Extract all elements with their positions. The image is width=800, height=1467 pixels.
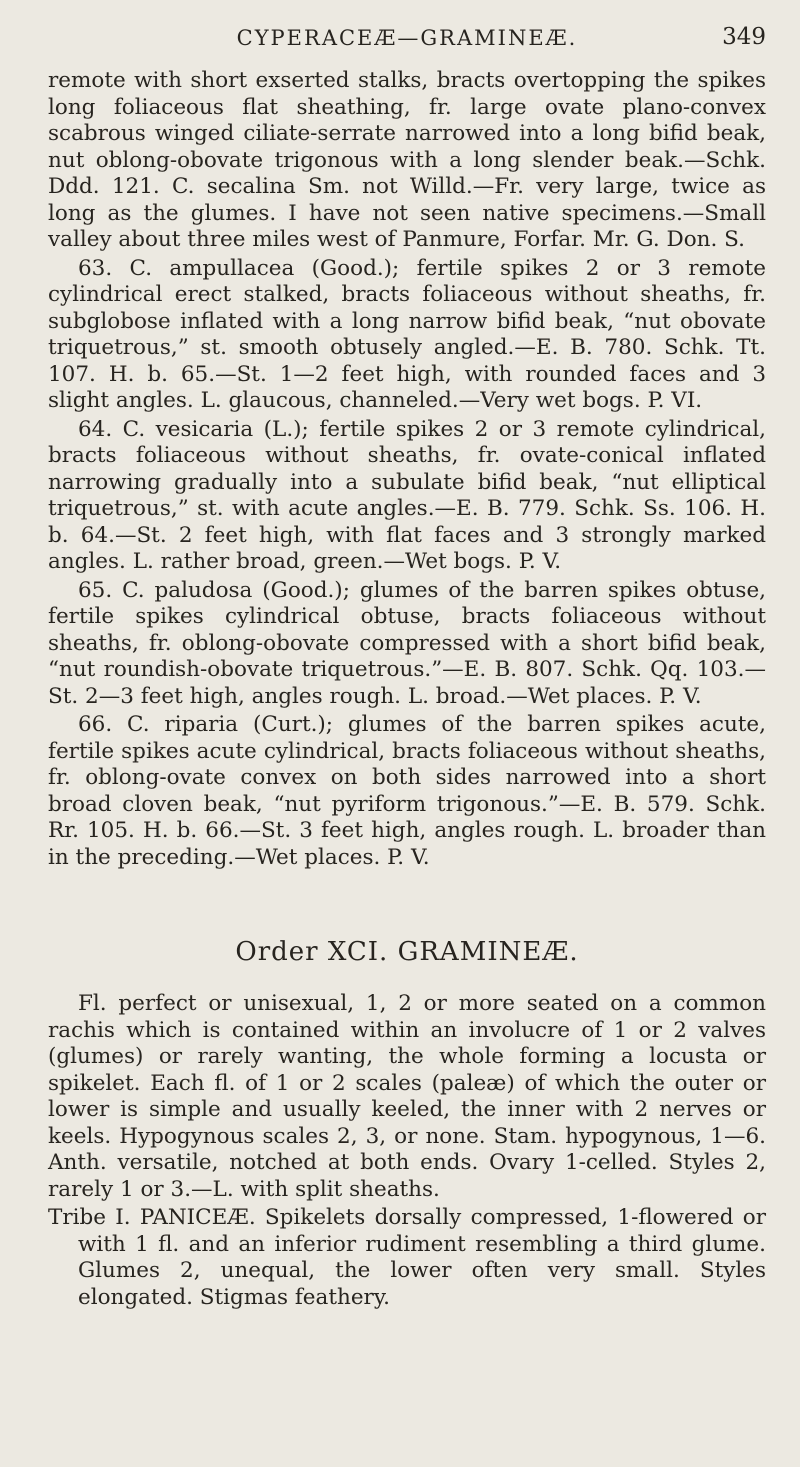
paragraph-carex-riparia: 66. C. riparia (Curt.); glumes of the barren spikes acute, fertile spikes acute cylindrical, bracts foliaceous without sheaths, fr. oblong-ovate convex on both sides narrowed into a short broad cloven beak, “nut pyriform trigonous.”—E. B. 579. Schk. Rr. 105. H. b. 66.—St. 3 feet high, angles rough. L. broader than in the preceding.—Wet places. P. V. [48, 712, 766, 870]
order-heading: Order XCI. GRAMINEÆ. [235, 937, 579, 967]
order-description: Fl. perfect or unisexual, 1, 2 or more seated on a common rachis which is contained within an involucre of 1 or 2 valves (glumes) or rarely wanting, the whole forming a locusta or spikelet. Each fl. of 1 or 2 scales (paleæ) of which the outer or lower is simple and usually keeled, the inner with 2 nerves or keels. Hypogynous scales 2, 3, or none. Stam. hypogynous, 1—6. Anth. versatile, notched at both ends. Ovary 1-celled. Styles 2, rarely 1 or 3.—L. with split sheaths. [48, 991, 766, 1202]
running-head-title: CYPERACEÆ—GRAMINEÆ. [236, 26, 578, 50]
paragraph-carex-ampullacea: 63. C. ampullacea (Good.); fertile spikes 2 or 3 remote cylindrical erect stalked, bracts foliaceous without sheaths, fr. subglobose inflated with a long narrow bifid beak, “nut obovate triquetrous,” st. smooth obtusely angled.—E. B. 780. Schk. Tt. 107. H. b. 65.—St. 1—2 feet high, with rounded faces and 3 slight angles. L. glaucous, channeled.—Very wet bogs. P. VI. [48, 255, 766, 413]
paragraph-continuation: remote with short exserted stalks, bracts overtopping the spikes long foliaceous flat sheathing, fr. large ovate plano-convex scabrous winged ciliate-serrate narrowed into a long bifid beak, nut oblong-obovate trigonous with a long slender beak.—Schk. Ddd. 121. C. secalina Sm. not Willd.—Fr. very large, twice as long as the glumes. I have not seen native specimens.—Small valley about three miles west of Panmure, Forfar. Mr. G. Don. S. [48, 68, 766, 252]
paragraph-carex-vesicaria: 64. C. vesicaria (L.); fertile spikes 2 or 3 remote cylindrical, bracts foliaceous without sheaths, fr. ovate-conical inflated narrowing gradually into a subulate bifid beak, “nut elliptical triquetrous,” st. with acute angles.—E. B. 779. Schk. Ss. 106. H. b. 64.—St. 2 feet high, with flat faces and 3 strongly marked angles. L. rather broad, green.—Wet bogs. P. V. [48, 416, 766, 574]
page-number: 349 [722, 24, 766, 50]
tribe-paniceae: Tribe I. PANICEÆ. Spikelets dorsally compressed, 1-flowered or with 1 fl. and an inferior rudiment resembling a third glume. Glumes 2, unequal, the lower often very small. Styles elongated. Stigmas feathery. [48, 1205, 766, 1310]
paragraph-carex-paludosa: 65. C. paludosa (Good.); glumes of the barren spikes obtuse, fertile spikes cylindrical obtuse, bracts foliaceous without sheaths, fr. oblong-obovate compressed with a short bifid beak, “nut roundish-obovate triquetrous.”—E. B. 807. Schk. Qq. 103.—St. 2—3 feet high, angles rough. L. broad.—Wet places. P. V. [48, 577, 766, 709]
running-head [48, 10, 766, 68]
